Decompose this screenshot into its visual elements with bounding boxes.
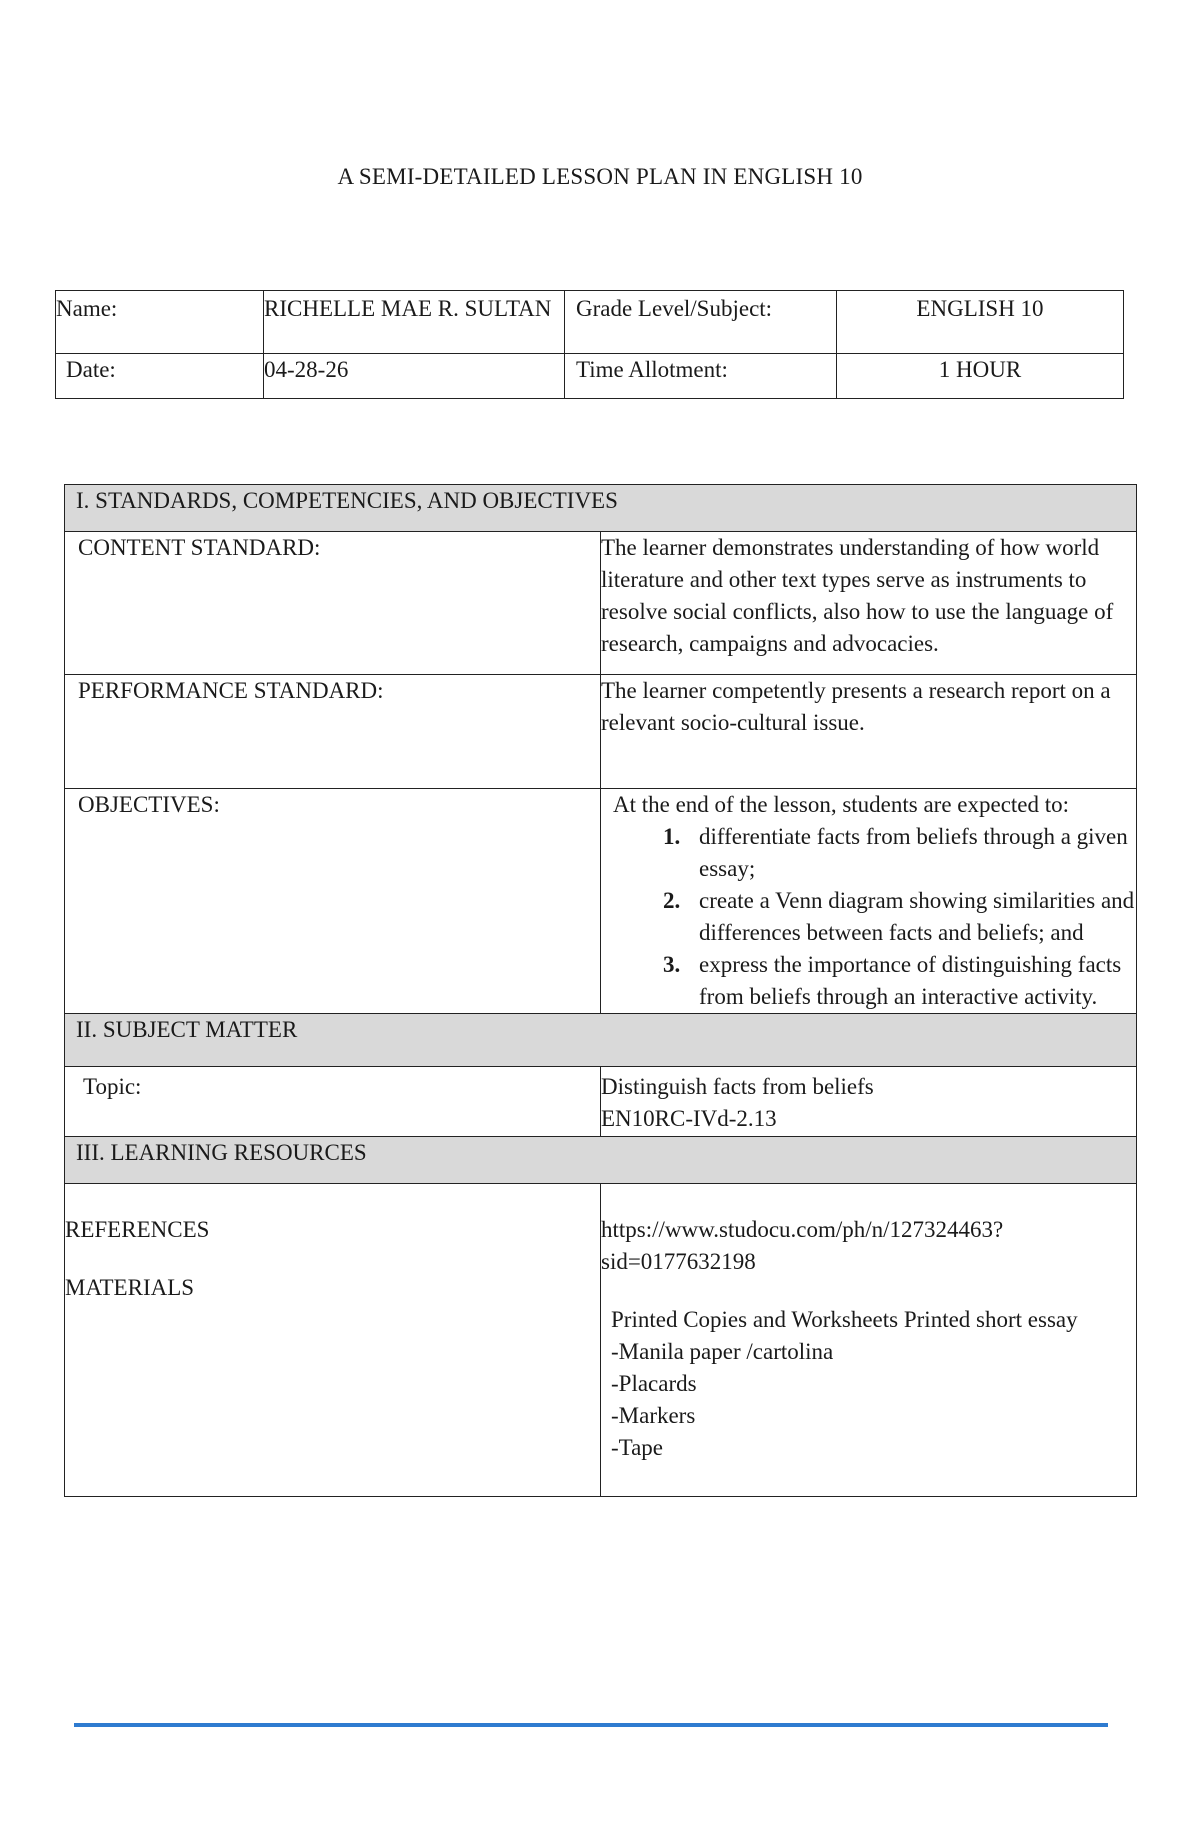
standards-header: I. STANDARDS, COMPETENCIES, AND OBJECTIVES [65,485,1137,532]
materials-label: MATERIALS [65,1275,195,1300]
subject-header: II. SUBJECT MATTER [65,1014,1137,1067]
topic-text: Distinguish facts from beliefs [601,1074,874,1099]
resources-header-row [65,1137,1137,1184]
materials-item: -Placards [611,1371,697,1396]
topic-cell [601,1067,1137,1137]
objective-item: differentiate facts from beliefs through a given essay; [699,824,1128,881]
objectives-row [65,789,1137,1014]
performance-standard-text: The learner competently presents a research report on a relevant socio-cultural issue. [601,675,1137,789]
topic-row [65,1067,1137,1137]
resources-labels [65,1184,601,1497]
name-value: RICHELLE MAE R. SULTAN [264,291,565,354]
subject-header-row [65,1014,1137,1067]
standards-header-row [65,485,1137,532]
name-label: Name: [56,291,264,354]
materials-item: Printed Copies and Worksheets Printed short essay [611,1307,1078,1332]
info-table [55,290,1124,399]
content-standard-row [65,532,1137,675]
materials-item: -Tape [611,1435,664,1460]
footer-divider-line [74,1723,1108,1727]
date-value: 04-28-26 [264,354,565,399]
grade-label: Grade Level/Subject: [565,291,837,354]
performance-standard-row [65,675,1137,789]
info-row-date [56,354,1124,399]
grade-value: ENGLISH 10 [837,291,1124,354]
materials-list [601,1304,1136,1464]
objective-item: create a Venn diagram showing similarities and differences between facts and beliefs; and [699,888,1135,945]
resources-header: III. LEARNING RESOURCES [65,1137,1137,1184]
content-standard-label: CONTENT STANDARD: [65,532,601,675]
materials-item: -Markers [611,1403,696,1428]
references-label: REFERENCES [65,1217,210,1242]
materials-item: -Manila paper /cartolina [611,1339,834,1364]
date-label: Date: [56,354,264,399]
topic-code: EN10RC-IVd-2.13 [601,1106,777,1131]
objectives-list [601,821,1136,1013]
content-standard-text: The learner demonstrates understanding of how world literature and other text types serve as instruments to resolve social conflicts, also how to use the language of research, campaigns and advocacies. [601,532,1137,675]
topic-label: Topic: [65,1067,601,1137]
lesson-plan-table [64,484,1137,1497]
time-label: Time Allotment: [565,354,837,399]
objective-item: express the importance of distinguishing facts from beliefs through an interactive activity. [699,952,1122,1009]
time-value: 1 HOUR [837,354,1124,399]
performance-standard-label: PERFORMANCE STANDARD: [65,675,601,789]
document-title: A SEMI-DETAILED LESSON PLAN IN ENGLISH 10 [337,164,863,189]
resources-content [601,1184,1137,1497]
references-text: https://www.studocu.com/ph/n/127324463?sid=0177632198 [601,1217,1004,1274]
info-row-name [56,291,1124,354]
objectives-cell [601,789,1137,1014]
resources-row [65,1184,1137,1497]
objectives-label: OBJECTIVES: [65,789,601,1014]
objectives-intro: At the end of the lesson, students are expected to: [613,792,1070,817]
